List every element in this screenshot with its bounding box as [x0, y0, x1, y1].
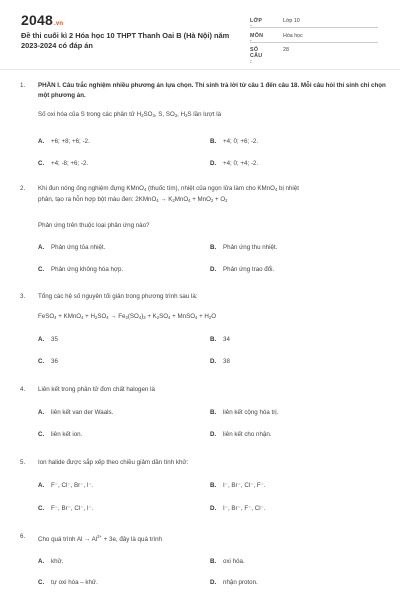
question-number: 2. [20, 185, 26, 192]
q4-option-d[interactable]: D. liên kết cho nhận. [210, 431, 272, 438]
q1-option-d[interactable]: D. +4; 0; +4; -2. [210, 160, 259, 167]
question-stem: Số oxi hóa của S trong các phân tử $H_2SO_3$, S, $SO_3$, $H_2S$ lần lượt là [38, 111, 222, 118]
q3-option-b[interactable]: B. 34 [210, 336, 230, 343]
meta-count-key: SỐ CÂU : [250, 47, 263, 65]
question-stem: Tổng các hệ số nguyên tối giản trong phương trình sau là: [38, 293, 198, 300]
meta-separator [250, 27, 378, 28]
q5-option-d[interactable]: D. I⁻, Br⁻, F⁻, Cl⁻. [210, 505, 266, 512]
meta-separator [250, 42, 378, 43]
question-number: 3. [20, 293, 26, 300]
q2-option-a[interactable]: A. Phản ứng tỏa nhiệt. [38, 244, 106, 251]
meta-class-value: Lớp 10 [283, 18, 300, 24]
logo-suffix: .vn [53, 21, 64, 27]
q3-option-a[interactable]: A. 35 [38, 336, 58, 343]
question-number: 4. [20, 386, 26, 393]
q5-option-b[interactable]: B. I⁻, Br⁻, Cl⁻, F⁻. [210, 482, 266, 489]
meta-subject-key: MÔN : [250, 33, 264, 45]
question-stem: Cho quá trình $Al \to Al^{3+} + 3e$, đây là quá trình [38, 534, 162, 543]
question-number: 1. [20, 82, 26, 89]
meta-subject-value: Hóa học [283, 33, 303, 39]
q2-option-c[interactable]: C. Phản ứng không hóa hợp. [38, 266, 124, 273]
q4-option-b[interactable]: B. liên kết cộng hóa trị. [210, 409, 279, 416]
meta-class-key: LỚP : [250, 18, 263, 30]
question-number: 6. [20, 533, 26, 540]
exam-title: Đề thi cuối kì 2 Hóa học 10 THPT Thanh Oai B (Hà Nội) năm 2023-2024 có đáp án [21, 31, 230, 50]
header-divider [0, 69, 400, 70]
meta-count-value: 28 [283, 47, 289, 53]
q3-option-d[interactable]: D. 38 [210, 358, 230, 365]
question-number: 5. [20, 459, 26, 466]
q1-option-a[interactable]: A. +6; +8; +6; -2. [38, 138, 90, 145]
question-stem: Khi đun nóng ống nghiệm đựng KMnO$_4$ (thuốc tím), nhiệt của ngọn lửa làm cho KMnO$_4$ bị nhiệt phân, tạo ra hỗn hợp bột màu đen: 2KMnO$_4$ → $K_2MnO_4 + MnO_2 + O_2$ [38, 185, 299, 203]
q5-option-c[interactable]: C. F⁻, Br⁻, Cl⁻, I⁻. [38, 505, 94, 512]
q6-option-c[interactable]: C. tự oxi hóa – khử. [38, 579, 98, 586]
q2-option-d[interactable]: D. Phản ứng trao đổi. [210, 266, 275, 273]
section-heading: PHẦN I. Câu trắc nghiệm nhiều phương án lựa chọn. Thí sinh trả lời từ câu 1 đến câu 18. Mỗi câu hỏi thí sinh chỉ chọn một phương án. [38, 82, 386, 99]
site-logo[interactable] [21, 12, 63, 28]
logo-text: 2048 [21, 12, 53, 28]
q1-option-c[interactable]: C. +4; -8; +6; -2. [38, 160, 89, 167]
q2-option-b[interactable]: B. Phản ứng thu nhiệt. [210, 244, 278, 251]
q3-option-c[interactable]: C. 36 [38, 358, 58, 365]
q6-option-a[interactable]: A. khử. [38, 558, 64, 565]
q4-option-c[interactable]: C. liên kết ion. [38, 431, 83, 438]
q1-option-b[interactable]: B. +4; 0; +6; -2. [210, 138, 259, 145]
question-prompt: Phản ứng trên thuộc loại phản ứng nào? [38, 222, 150, 229]
q6-option-b[interactable]: B. oxi hóa. [210, 558, 245, 565]
q6-option-d[interactable]: D. nhận proton. [210, 579, 258, 586]
question-stem: Ion halide được sắp xếp theo chiều giảm dần tính khử: [38, 459, 189, 466]
q4-option-a[interactable]: A. liên kết van der Waals. [38, 409, 114, 416]
q5-option-a[interactable]: A. F⁻, Cl⁻, Br⁻, I⁻. [38, 482, 94, 489]
q3-equation: FeSO$_4$ + KMnO$_4$ + $H_2SO_4 \to Fe_2(SO_4)_3 + K_2SO_4$ + MnSO$_4$ + $H_2O$ [38, 313, 217, 320]
question-stem: Liên kết trong phân tử đơn chất halogen là [38, 386, 155, 393]
